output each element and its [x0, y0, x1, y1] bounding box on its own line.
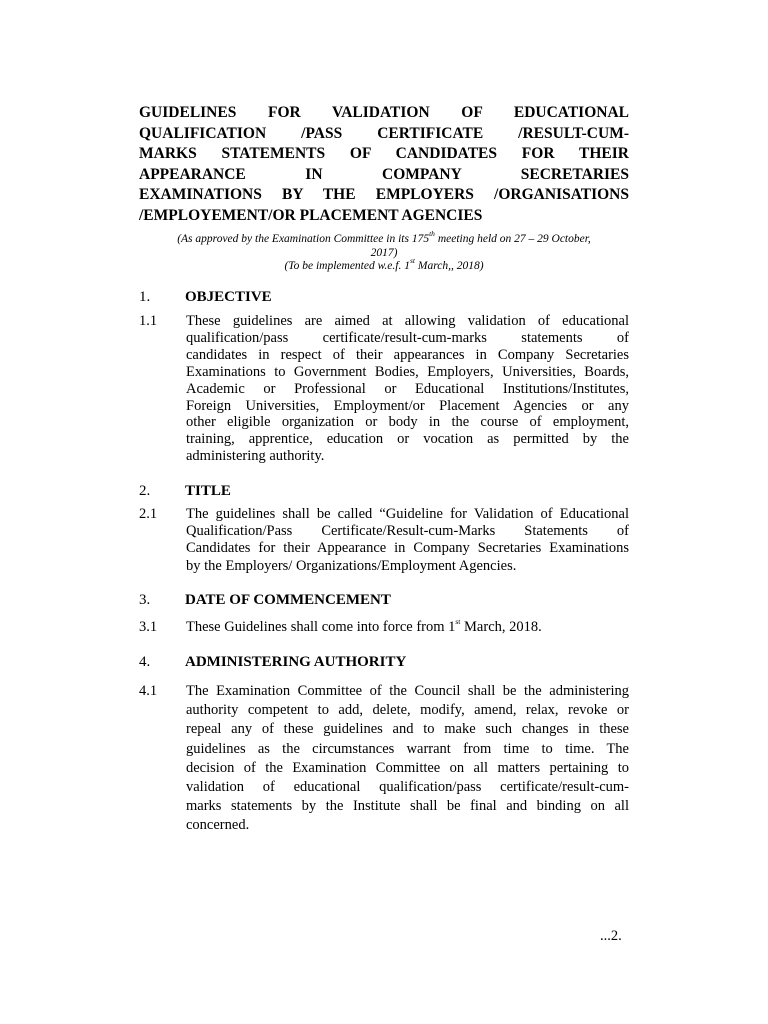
section-number: 4.	[139, 654, 151, 670]
clause-1-1	[139, 313, 629, 465]
document-title	[139, 103, 629, 226]
page-continuation: ...2.	[600, 928, 622, 944]
clause-text: The Examination Committee of the Council shall be the administering authority competent to add, delete, modify, amend, relax, revoke or repeal any of these guidelines and to make such changes in these guidelines as the circumstances warrant from time to time. The decision of the Examination Committee on all matters pertaining to validation of educational qualification/pass certificate/result-cum- marks statements by the Institute shall be final and binding on all concerned.	[186, 683, 629, 834]
clause-number: 1.1	[139, 313, 158, 329]
approval-line: (As approved by the Examination Committee in its 175th meeting held on 27 – 29 October,	[177, 229, 591, 245]
clause-text: These guidelines are aimed at allowing validation of educational qualification/pass certificate/result-cum-marks statements of candidates in respect of their appearances in Company Secretaries Examinations to Government Bodies, Employers, Universities, Boards, Academic or Professional or Educational Institutions/Institutes, Foreign Universities, Employment/or Placement Agencies or any other eligible organization or body in the course of employment, training, apprentice, education or vocation as permitted by the administering authority.	[186, 313, 629, 465]
title-line: MARKS STATEMENTS OF CANDIDATES FOR THEIR	[139, 145, 629, 162]
clause-3-1	[139, 619, 629, 636]
title-line: QUALIFICATION /PASS CERTIFICATE /RESULT-CUM-	[139, 124, 629, 142]
clause-2-1	[139, 506, 629, 575]
clause-text: These Guidelines shall come into force from 1st March, 2018.	[186, 617, 542, 635]
section-number: 2.	[139, 483, 151, 499]
approval-line: 2017)	[370, 246, 398, 259]
clause-number: 2.1	[139, 506, 158, 522]
section-title: DATE OF COMMENCEMENT	[185, 592, 391, 608]
section-number: 1.	[139, 289, 151, 305]
section-title: OBJECTIVE	[185, 289, 272, 305]
section-title: TITLE	[185, 483, 231, 499]
section-title: ADMINISTERING AUTHORITY	[185, 654, 407, 670]
clause-4-1	[139, 682, 629, 836]
clause-number: 3.1	[139, 619, 158, 635]
title-line: EXAMINATIONS BY THE EMPLOYERS /ORGANISATIONS	[139, 186, 629, 203]
approval-note	[139, 229, 629, 274]
implementation-line: (To be implemented w.e.f. 1st March,, 2018)	[284, 256, 484, 272]
title-line: GUIDELINES FOR VALIDATION OF EDUCATIONAL	[139, 104, 629, 121]
clause-number: 4.1	[139, 683, 158, 699]
section-number: 3.	[139, 592, 151, 608]
clause-text: The guidelines shall be called “Guideline for Validation of Educational Qualification/Pass Certificate/Result-cum-Marks Statements of Candidates for their Appearance in Company Secretaries Examinations by the Employers/ Organizations/Employment Agencies.	[186, 506, 629, 574]
title-line: /EMPLOYEMENT/OR PLACEMENT AGENCIES	[139, 206, 483, 224]
title-line: APPEARANCE IN COMPANY SECRETARIES	[139, 165, 629, 183]
